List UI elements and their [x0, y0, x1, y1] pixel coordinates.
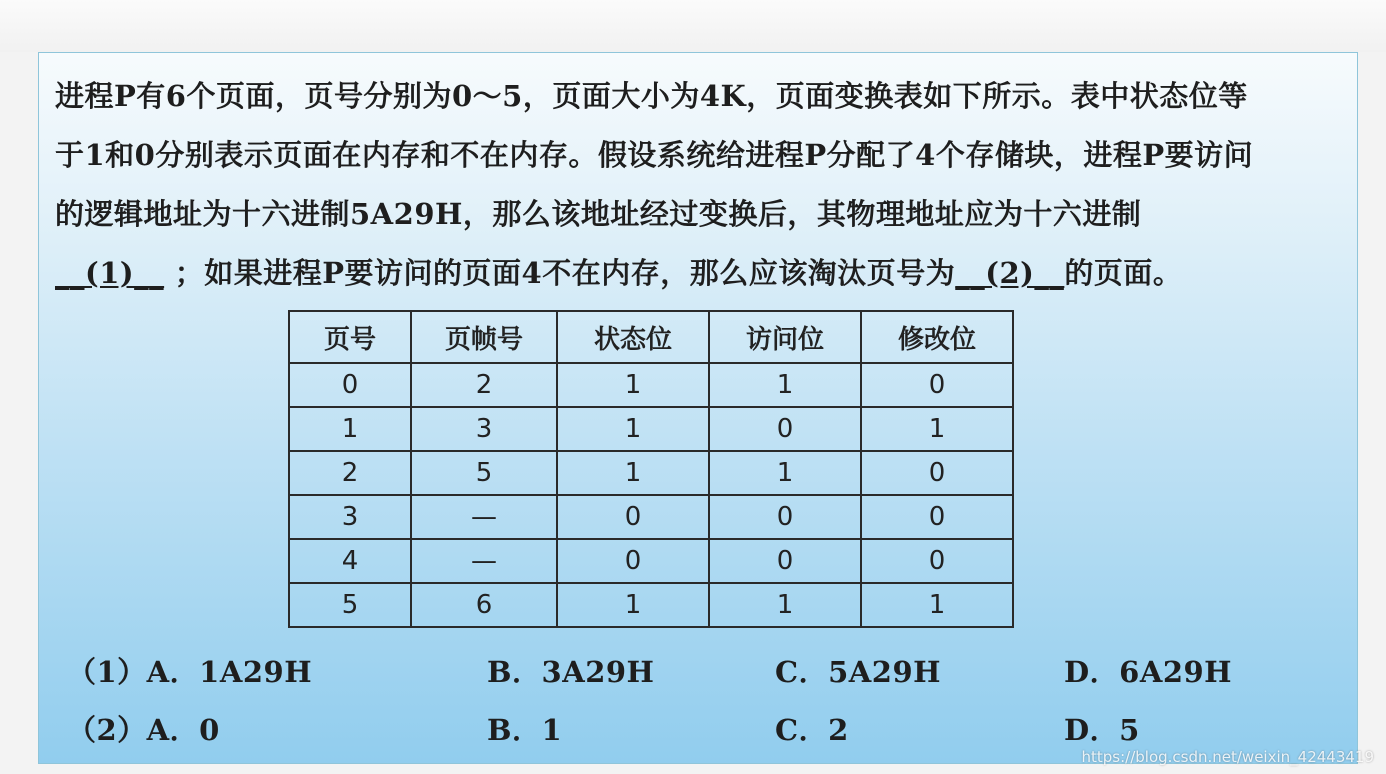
- table-cell: 0: [861, 363, 1013, 407]
- table-cell: 0: [861, 495, 1013, 539]
- question-line-4-end: 的页面。: [1064, 256, 1183, 290]
- table-cell: 6: [411, 583, 557, 627]
- header-modify-bit: 修改位: [861, 311, 1013, 363]
- table-row: [289, 583, 1013, 627]
- page-table-header-row: [289, 311, 1013, 363]
- table-cell: 1: [709, 583, 861, 627]
- header-status-bit: 状态位: [557, 311, 709, 363]
- option-2b: B．1: [487, 713, 563, 747]
- table-cell: 0: [709, 407, 861, 451]
- table-cell: 2: [289, 451, 411, 495]
- table-cell: 0: [709, 495, 861, 539]
- option-2c: C．2: [775, 713, 849, 747]
- question-line-4: [55, 244, 1345, 303]
- blank-2: __(2)__: [955, 256, 1065, 290]
- table-cell: 3: [411, 407, 557, 451]
- table-cell: 1: [709, 451, 861, 495]
- blank-1: __(1)__: [55, 256, 165, 290]
- table-cell: —: [411, 495, 557, 539]
- table-cell: 1: [861, 583, 1013, 627]
- option-2a: （2）A．0: [67, 713, 220, 747]
- table-cell: 0: [557, 539, 709, 583]
- question-line-4-middle: ；如果进程P要访问的页面4不在内存，那么应该淘汰页号为: [174, 256, 956, 290]
- table-cell: 5: [289, 583, 411, 627]
- option-1d: D．6A29H: [1064, 655, 1233, 689]
- table-cell: 1: [289, 407, 411, 451]
- table-cell: 1: [861, 407, 1013, 451]
- table-cell: 5: [411, 451, 557, 495]
- table-cell: 1: [557, 451, 709, 495]
- watermark: https://blog.csdn.net/weixin_42443419: [1081, 748, 1374, 766]
- table-cell: 2: [411, 363, 557, 407]
- table-row: [289, 451, 1013, 495]
- table-cell: 1: [557, 407, 709, 451]
- table-row: [289, 407, 1013, 451]
- page-table: [288, 310, 1014, 628]
- table-cell: 3: [289, 495, 411, 539]
- table-cell: 0: [709, 539, 861, 583]
- table-cell: 1: [709, 363, 861, 407]
- header-page-number: 页号: [289, 311, 411, 363]
- table-row: [289, 363, 1013, 407]
- option-1a: （1）A．1A29H: [67, 655, 313, 689]
- table-cell: 0: [557, 495, 709, 539]
- question-line-3: 的逻辑地址为十六进制5A29H，那么该地址经过变换后，其物理地址应为十六进制: [55, 197, 1142, 231]
- question-line-1: 进程P有6个页面，页号分别为0～5，页面大小为4K，页面变换表如下所示。表中状态位等: [55, 79, 1248, 113]
- table-cell: —: [411, 539, 557, 583]
- option-1b: B．3A29H: [487, 655, 655, 689]
- table-cell: 4: [289, 539, 411, 583]
- table-row: [289, 495, 1013, 539]
- table-row: [289, 539, 1013, 583]
- question-line-2: 于1和0分别表示页面在内存和不在内存。假设系统给进程P分配了4个存储块，进程P要访问: [55, 138, 1254, 172]
- header-access-bit: 访问位: [709, 311, 861, 363]
- table-cell: 0: [861, 451, 1013, 495]
- table-cell: 1: [557, 363, 709, 407]
- header-frame-number: 页帧号: [411, 311, 557, 363]
- option-1c: C．5A29H: [775, 655, 942, 689]
- table-cell: 1: [557, 583, 709, 627]
- question-text: [55, 67, 1345, 303]
- option-2d: D．5: [1064, 713, 1140, 747]
- question-panel: [38, 52, 1358, 764]
- table-cell: 0: [289, 363, 411, 407]
- top-strip: [0, 0, 1386, 52]
- table-cell: 0: [861, 539, 1013, 583]
